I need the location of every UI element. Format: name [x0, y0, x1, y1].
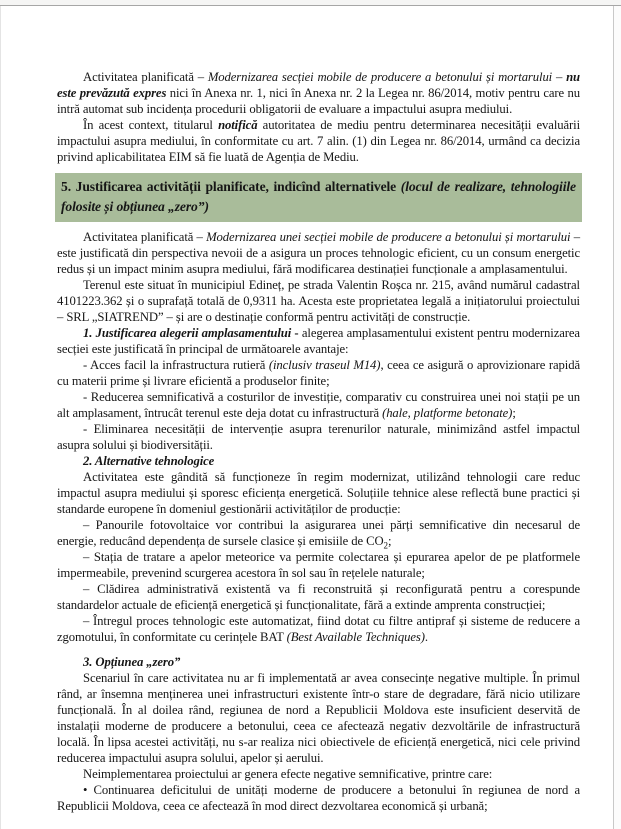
document-body [57, 69, 580, 814]
text-run: - Acces facil la infrastructura rutieră [83, 358, 269, 372]
paragraph [57, 277, 580, 325]
text-run: Modernizarea secției mobile de producere a betonului și mortarului – [207, 70, 567, 84]
paragraph [57, 670, 580, 766]
text-run: 2. Alternative tehnologice [83, 454, 215, 468]
text-run: Activitatea planificată – [83, 70, 208, 84]
paragraph [57, 229, 580, 277]
text-run: În acest context, titularul [83, 118, 219, 132]
text-run: Terenul este situat în municipiul Edineț, pe strada Valentin Roșca nr. 215, având numărul cadastral 4101223.362 și o suprafață totală de 0,9311 ha. Acesta este proprietatea legală a inițiatorului proiectului – SRL „SIATREND” – și are o destinație conformă pentru activități de construcție. [57, 278, 580, 324]
text-run: 5. Justificarea activității planificate, indicînd alternativele [61, 179, 401, 194]
paragraph [57, 581, 580, 613]
text-run: (Best Available Techniques) [286, 630, 425, 644]
section-heading [55, 173, 582, 222]
text-run: nu este prevăzută expres [57, 70, 580, 100]
text-run: – Stația de tratare a apelor meteorice va permite colectarea și epurarea apelor de pe platformele impermeabile, prevenind scurgerea acestora în sol sau în rețelele naturale; [57, 550, 580, 580]
paragraph-spacer [57, 645, 580, 654]
paragraph [57, 782, 580, 814]
paragraph [57, 117, 580, 165]
text-run: autoritatea de mediu pentru determinarea necesității evaluării impactului asupra mediului, în conformitate cu art. 7 alin. (1) din Legea nr. 86/2014, urmând ca decizia privind aplicabilitatea EIM să fie luată de Agenția de Mediu. [57, 118, 580, 164]
text-run: . [424, 630, 428, 644]
paragraph [57, 421, 580, 453]
text-run: – Clădirea administrativă existentă va fi reconstruită și reconfigurată pentru a corespunde standardelor actuale de eficiență energetică și funcționalitate, fără a extinde amprenta construcției; [57, 582, 580, 612]
text-run: Scenariul în care activitatea nu ar fi implementată ar avea consecințe negative multiple. În primul rând, ar însemna menținerea unei infrastructuri existente într-o stare de degradare, fără nicio utilizare funcțională. În al doilea rând, regiunea de nord a Republicii Moldova este insuficient deservită de instalații moderne de producere a betonului, ceea ce afectează negativ dezvoltările de infrastructură locală. În lipsa acestei activități, nu s-ar realiza nici obiectivele de eficiență energetică, nici cele privind reducerea impactului asupra solului, apelor și aerului. [57, 671, 580, 765]
text-run: 2 [383, 540, 388, 551]
paragraph [57, 517, 580, 549]
text-run: Modernizarea unei secției mobile de producere a betonului și mortarului [206, 230, 571, 244]
text-run: ; [387, 534, 392, 548]
paragraph [57, 357, 580, 389]
text-run: nici în Anexa nr. 1, nici în Anexa nr. 2 la Legea nr. 86/2014, motiv pentru care nu intră automat sub incidența procedurii obligatorii de evaluare a impactului asupra mediului. [57, 86, 581, 116]
text-run: , ceea ce asigură o aprovizionare rapidă cu materii prime și livrare eficientă a produselor finite; [57, 358, 580, 388]
text-run: Neimplementarea proiectului ar genera efecte negative semnificative, printre care: [83, 767, 493, 781]
paragraph [57, 69, 580, 117]
paragraph [57, 389, 580, 421]
text-run: - Eliminarea necesității de intervenție asupra terenurilor naturale, minimizând astfel impactul asupra solului și biodiversității. [57, 422, 580, 452]
text-run: notifică [218, 118, 258, 132]
paragraph [57, 613, 580, 645]
paragraph [57, 453, 580, 469]
text-run: 1. Justificarea alegerii amplasamentului [83, 326, 292, 340]
page-right-gutter [613, 6, 621, 829]
paragraph [57, 549, 580, 581]
viewer-top-edge [0, 0, 621, 6]
text-run: Activitatea este gândită să funcționeze în regim modernizat, utilizând tehnologii care reduc impactul asupra mediului și sporesc eficiența energetică. Soluțiile tehnice alese reflectă bune practici și standarde europene în domeniul gestionării activităților de producție: [57, 470, 580, 516]
paragraph [57, 766, 580, 782]
text-run: - Reducerea semnificativă a costurilor de investiție, comparativ cu construirea unei noi stații pe un alt amplasament, întrucât terenul este deja dotat cu infrastructură [57, 390, 580, 420]
text-run: – Panourile fotovoltaice vor contribui la asigurarea unei părți semnificative din necesarul de energie, reducând dependența de sursele clasice și emisiile de CO [57, 518, 580, 548]
text-run: (locul de realizare, tehnologiile folosite și obțiunea „zero”) [61, 179, 576, 214]
paragraph [57, 325, 580, 357]
text-run: (hale, platforme betonate) [382, 406, 513, 420]
text-run: (inclusiv traseul M14) [268, 358, 381, 372]
text-run: – Întregul proces tehnologic este automatizat, fiind dotat cu filtre antipraf și sisteme de reducere a zgomotului, în conformitate cu cerințele BAT [57, 614, 580, 644]
text-run: - [291, 326, 302, 340]
paragraph [57, 654, 580, 670]
text-run: 3. Opțiunea „zero” [83, 655, 181, 669]
text-run: – este justificată din perspectiva nevoii de a asigura un proces tehnologic eficient, cu un consum energetic redus și un impact minim asupra mediului, fără modificarea destinației funcționale a amplasamentului. [57, 230, 580, 276]
text-run: Activitatea planificată – [83, 230, 207, 244]
paragraph [57, 469, 580, 517]
page-left-border [0, 6, 1, 829]
text-run: alegerea amplasamentului existent pentru modernizarea secției este justificată în principal de următoarele avantaje: [57, 326, 580, 356]
text-run: ; [512, 406, 516, 420]
text-run: • Continuarea deficitului de unități moderne de producere a betonului în regiunea de nord a Republicii Moldova, ceea ce afectează în mod direct dezvoltarea economică și urbană; [57, 783, 580, 813]
